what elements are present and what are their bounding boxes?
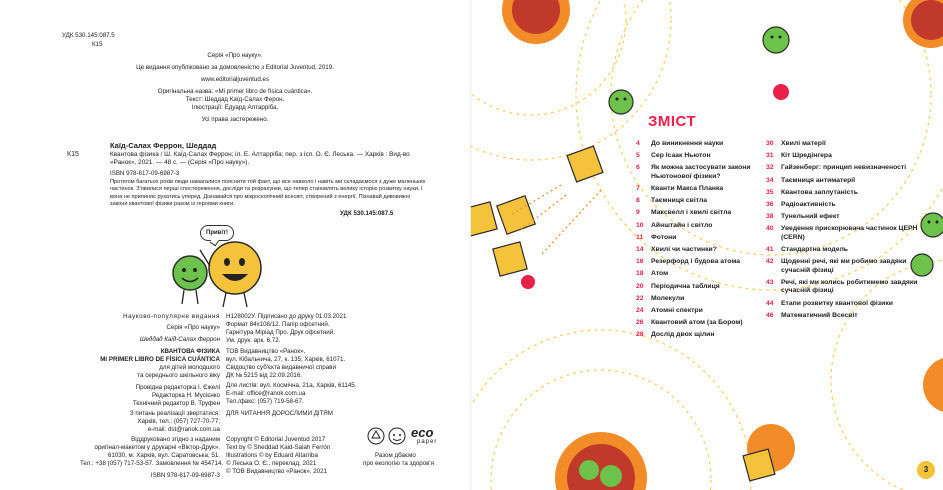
reading-note: ДЛЯ ЧИТАННЯ ДОРОСЛИМИ ДІТЯМ bbox=[226, 410, 333, 417]
original-title: Оригінальна назва: «Mi primer libro de física cuántica». bbox=[157, 88, 313, 95]
toc-entry bbox=[766, 225, 926, 242]
copyright-4: © Леська О. Є., переклад, 2021 bbox=[226, 460, 317, 467]
toc-entry-title: Етапи розвитку квантової фізики bbox=[781, 299, 893, 307]
toc-entry-title: Сер Ісаак Ньютон bbox=[651, 152, 711, 160]
toc-entry bbox=[636, 185, 786, 194]
sign-4: Ум. друк. арк. 6,72. bbox=[226, 337, 281, 344]
copyright-3: Illustrations © by Eduard Altarriba bbox=[226, 452, 318, 459]
imprint-page bbox=[0, 0, 471, 490]
toc-page-number: 7 bbox=[636, 185, 640, 193]
toc-entry-title: Атом bbox=[651, 270, 669, 278]
toc-entry-title: Максвелл і хвилі світла bbox=[651, 209, 732, 217]
toc-page-number: 5 bbox=[636, 152, 640, 160]
toc-page-number: 34 bbox=[766, 176, 774, 184]
genre-line: Науково-популярне видання bbox=[123, 313, 220, 320]
website-line: www.editorialjuventud.es bbox=[200, 76, 270, 83]
rights-line: Усі права застережено. bbox=[201, 116, 269, 123]
sign-1: Н128002У. Підписано до друку 01.03.2021 bbox=[226, 313, 347, 320]
udk-bottom: УДК 530.145:087.5 bbox=[340, 210, 394, 217]
toc-entry-title: Атомні спектри bbox=[651, 306, 703, 314]
toc-page-number: 14 bbox=[636, 246, 644, 253]
toc-entry-title: Таємниця антиматерії bbox=[781, 176, 856, 184]
toc-page-number: 16 bbox=[636, 258, 644, 266]
toc-entry bbox=[766, 177, 926, 186]
publisher-4: ДК № 5215 від 22.09.2016. bbox=[226, 372, 303, 379]
toc-page-number: 30 bbox=[766, 140, 774, 147]
toc-page-number: 8 bbox=[636, 197, 640, 205]
toc-entry-title: Стандартна модель bbox=[781, 246, 848, 253]
toc-entry bbox=[636, 222, 786, 231]
copyright-2: Text by © Sheddad Kaid-Salah Ferrón bbox=[226, 444, 331, 451]
toc-entry bbox=[766, 140, 926, 149]
toc-entry bbox=[636, 209, 786, 218]
toc-entry bbox=[636, 197, 786, 206]
illustration-credit: Ілюстрації: Едуард Алтарріба. bbox=[191, 104, 279, 111]
toc-entry-title: Квантова заплутаність bbox=[781, 188, 858, 196]
toc-entry bbox=[766, 300, 926, 309]
toc-entry-title: Резерфорд і будова атома bbox=[651, 258, 741, 266]
toc-entry-title: Математичний Всесвіт bbox=[781, 311, 858, 319]
eco-sub: paper bbox=[417, 439, 438, 445]
toc-entry-title: Хвилі матерії bbox=[781, 140, 826, 147]
toc-entry bbox=[636, 331, 786, 340]
questions-2: Харків, тел.: (057) 727-70-77; bbox=[137, 418, 220, 425]
toc-entry bbox=[636, 295, 786, 304]
toc-page-number: 20 bbox=[636, 282, 644, 290]
printed-1: Віддруковано згідно з наданим bbox=[131, 436, 220, 443]
toc-right-column bbox=[766, 140, 926, 324]
toc-entry bbox=[766, 189, 926, 198]
toc-entry bbox=[766, 312, 926, 321]
toc-page-number: 44 bbox=[766, 299, 774, 307]
toc-entry bbox=[766, 279, 926, 296]
publisher-1: ТОВ Видавництво «Ранок», bbox=[226, 348, 306, 355]
editor-2: Редакторка Н. Мусієнко bbox=[151, 392, 220, 399]
toc-entry-title: Кіт Шредінгера bbox=[781, 152, 832, 160]
toc-entry bbox=[636, 319, 786, 328]
toc-page-number: 35 bbox=[766, 188, 774, 196]
toc-entry-title: Як можна застосувати закони Ньютонової фізики? bbox=[651, 164, 751, 180]
toc-entry bbox=[766, 246, 926, 255]
title-es: MI PRIMER LIBRO DE FÍSICA CUÁNTICA bbox=[100, 356, 220, 363]
questions-1: З питань реалізації звертатися: bbox=[129, 410, 220, 417]
toc-entry bbox=[766, 164, 926, 173]
editor-1: Провідна редакторка І. Єжелі bbox=[135, 384, 220, 391]
toc-entry-title: Речі, які ми колись робитимемо завдяки сучасній фізиці bbox=[781, 278, 918, 295]
title-ua: КВАНТОВА ФІЗИКА bbox=[160, 348, 220, 355]
toc-entry bbox=[636, 270, 786, 279]
toc-page-number: 9 bbox=[636, 209, 640, 217]
contents-page bbox=[471, 0, 943, 490]
bibliographic-record: Квантова фізика / Ш. Каїд-Салах Феррон; іл. Е. Алтарріба; пер. з ісп. О. Є. Леська. — Харків : Вид-во «Ранок», 2021. — 48 с. — (Серія «Про науку»). bbox=[110, 151, 410, 167]
publisher-3: Свідоцтво суб'єкта видавничої справи bbox=[226, 364, 336, 371]
editor-3: Технічний редактор В. Труфен bbox=[132, 400, 220, 407]
toc-entry-title: Радіоактивність bbox=[781, 200, 836, 208]
toc-entry bbox=[766, 201, 926, 210]
author-line-2: Шеддад Каїд-Салах Феррон bbox=[139, 336, 220, 343]
audience-2: та середнього шкільного віку bbox=[137, 372, 220, 379]
udk-code: УДК 530.145:087.5 bbox=[62, 32, 115, 39]
letters-1: Для листів: вул. Космічна, 21а, Харків, 61145. bbox=[226, 382, 357, 389]
publisher-2: вул. Кібальчича, 27, к. 135, Харків, 61071. bbox=[226, 356, 346, 363]
toc-page-number: 4 bbox=[636, 140, 640, 147]
toc-page-number: 46 bbox=[766, 311, 774, 319]
toc-page-number: 42 bbox=[766, 258, 774, 266]
toc-entry-title: Молекули bbox=[651, 294, 685, 302]
toc-page-number: 32 bbox=[766, 164, 774, 172]
toc-entry bbox=[636, 234, 786, 243]
toc-page-number: 40 bbox=[766, 225, 774, 233]
toc-left-column bbox=[636, 140, 786, 344]
toc-entry-title: Квантовий атом (за Бором) bbox=[651, 319, 743, 327]
toc-entry bbox=[636, 307, 786, 316]
toc-entry-title: Гайзенберг: принцип невизначеності bbox=[781, 164, 907, 172]
toc-page-number: 36 bbox=[766, 200, 774, 208]
toc-page-number: 31 bbox=[766, 152, 774, 160]
toc-entry bbox=[636, 140, 786, 149]
letters-2: E-mail: office@ranok.com.ua bbox=[226, 390, 306, 397]
toc-entry bbox=[636, 283, 786, 292]
toc-entry-title: Таємниця світла bbox=[651, 197, 708, 205]
toc-entry-title: Кванти Макса Планка bbox=[651, 185, 724, 193]
printed-3: 61030, м. Харків, вул. Саратовська, 51. bbox=[107, 452, 220, 459]
toc-page-number: 28 bbox=[636, 331, 644, 339]
author-mark: К15 bbox=[92, 41, 103, 48]
speech-bubble: Привіт! bbox=[200, 225, 234, 241]
letters-3: Тел./факс: (057) 719-58-67. bbox=[226, 398, 304, 405]
author-mark-side: К15 bbox=[67, 151, 79, 158]
toc-entry bbox=[636, 258, 786, 267]
toc-entry bbox=[636, 246, 786, 255]
series-line: Серія «Про науку». bbox=[207, 52, 263, 59]
printed-2: оригінал-макетом у друкарні «Віктор-Друк». bbox=[94, 444, 220, 451]
toc-entry-title: Уведення прискорювача частинок ЦЕРН (CERN) bbox=[781, 225, 918, 241]
eco-caption-1: Разом дбаємо bbox=[375, 452, 416, 459]
toc-entry-title: Айнштайн і світло bbox=[651, 221, 713, 229]
agreement-line: Це видання опубліковано за домовленістю з Editorial Juventud, 2019. bbox=[136, 64, 334, 71]
toc-entry-title: До виникнення науки bbox=[651, 140, 724, 147]
sign-2: Формат 84x108/12. Папір офсетний. bbox=[226, 321, 330, 328]
toc-page-number: 18 bbox=[636, 270, 644, 278]
toc-page-number: 10 bbox=[636, 221, 644, 229]
copyright-5: © ТОВ Видавництво «Ранок», 2021 bbox=[226, 468, 328, 475]
toc-page-number: 22 bbox=[636, 294, 644, 302]
toc-entry-title: Щоденні речі, які ми робимо завдяки сучасній фізиці bbox=[781, 258, 907, 274]
toc-page-number: 24 bbox=[636, 306, 644, 314]
toc-page-number: 11 bbox=[636, 233, 644, 241]
toc-page-number: 43 bbox=[766, 278, 774, 286]
isbn-bottom: ISBN 978-617-09-6987-3 bbox=[150, 472, 220, 479]
toc-entry-title: Тунельний ефект bbox=[781, 213, 840, 221]
text-credit: Текст: Шеддад Каїд-Салах Ферон. bbox=[185, 96, 285, 103]
toc-page-number: 38 bbox=[766, 213, 774, 221]
isbn-top: ISBN 978-617-09-6987-3 bbox=[110, 170, 180, 177]
page-number: 3 bbox=[917, 461, 935, 479]
contents-title: ЗМІСТ bbox=[648, 113, 697, 130]
questions-3: e-mail: dst@ranok.com.ua bbox=[147, 426, 220, 433]
toc-entry bbox=[636, 152, 786, 161]
toc-entry bbox=[766, 152, 926, 161]
printed-4: Тел.: +38 (057) 717-53-57. Замовлення № 454714. bbox=[80, 460, 224, 467]
eco-label: eco bbox=[411, 425, 434, 440]
eco-caption-2: про екологію та здоров'я bbox=[363, 460, 434, 467]
sign-3: Гарнітура Міріад Про. Друк офсетний. bbox=[226, 329, 335, 336]
toc-entry-title: Хвилі чи частинки? bbox=[651, 246, 717, 253]
toc-page-number: 41 bbox=[766, 246, 774, 253]
toc-entry bbox=[636, 164, 786, 181]
abstract-text: Протягом багатьох років люди намагалися пояснити той факт, що все навколо і навіть ми складаємося з дуже маленьких частинок. З'явилися перші спостереження, досліди та розрахунки, що тепер становлять велику історію розвитку науки. І вона не припиняє рухатись уперед. Дізнавайся про мікроскопічний всесвіт, створений з енергії. Пізнавай дивовижні закони квантової фізики разом із героями книги. bbox=[110, 179, 426, 207]
toc-page-number: 6 bbox=[636, 164, 640, 172]
eco-badge bbox=[363, 425, 457, 467]
toc-entry-title: Дослід двох щілин bbox=[651, 331, 715, 339]
author-heading: Каїд-Салах Феррон, Шеддад bbox=[110, 141, 217, 150]
toc-entry-title: Періодична таблиця bbox=[651, 282, 720, 290]
toc-entry bbox=[766, 213, 926, 222]
toc-entry bbox=[766, 258, 926, 275]
toc-page-number: 26 bbox=[636, 319, 644, 327]
audience-1: для дітей молодшого bbox=[159, 364, 220, 371]
copyright-1: Copyright © Editorial Juventud 2017 bbox=[226, 436, 326, 443]
toc-entry-title: Фотони bbox=[651, 233, 677, 241]
series-line-2: Серія «Про науку» bbox=[166, 324, 220, 331]
